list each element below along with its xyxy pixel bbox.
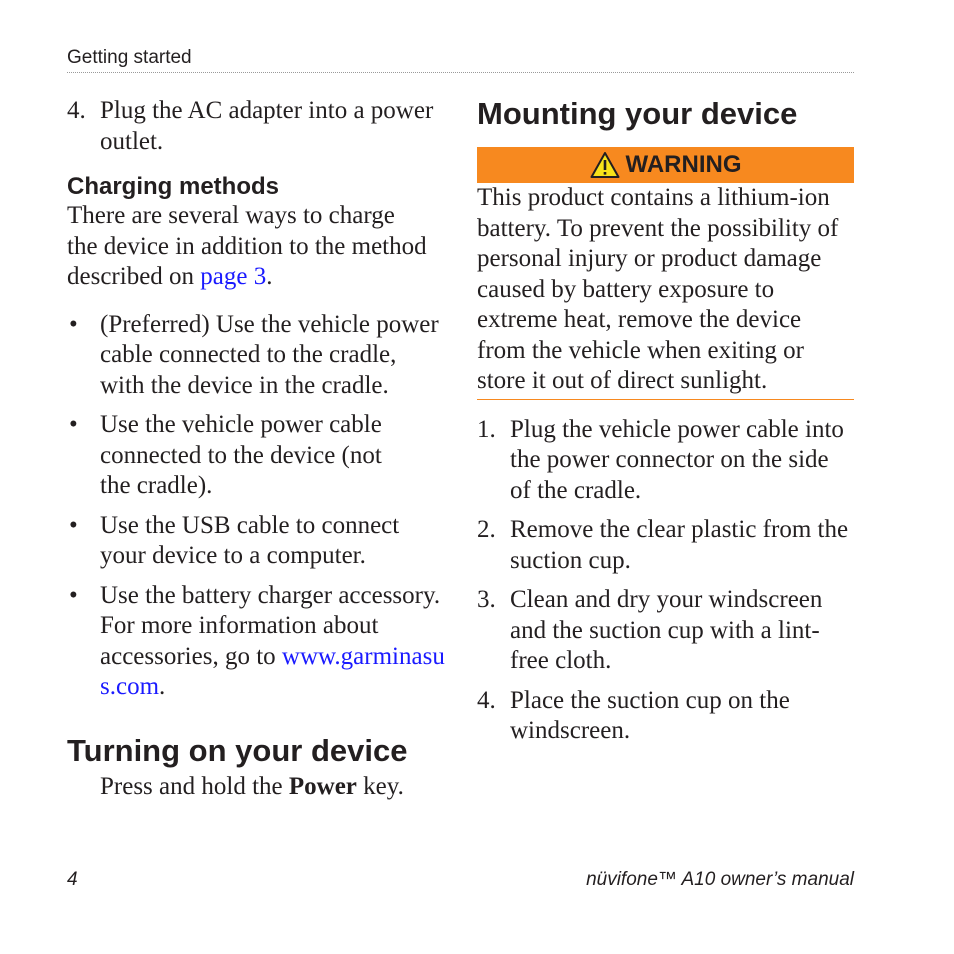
- charging-methods-heading: Charging methods: [67, 173, 280, 200]
- step-text: Place the suction cup on the windscreen.: [510, 686, 790, 744]
- right-column: [477, 96, 854, 747]
- bullet-text: Use the vehicle power cable connected to the device (not the cradle).: [100, 411, 382, 499]
- list-item: [67, 310, 447, 402]
- step-number: 3.: [477, 586, 496, 613]
- step-number: 2.: [477, 516, 496, 543]
- garmin-website-link[interactable]: www.garminasus.com: [100, 642, 445, 700]
- bullet-icon: •: [69, 310, 78, 338]
- charging-intro: [67, 201, 447, 293]
- charging-intro-text: There are several ways to charge the device in addition to the method described on: [67, 202, 427, 290]
- bullet-text: (Preferred) Use the vehicle power cable connected to the cradle, with the device in the cradle.: [100, 310, 439, 399]
- turning-on-heading: Turning on your device: [67, 732, 408, 768]
- header-divider: [67, 72, 854, 73]
- warning-label: WARNING: [625, 150, 742, 178]
- step-text: Remove the clear plastic from the suction cup.: [510, 516, 849, 574]
- bullet-icon: •: [69, 581, 78, 609]
- step-text: Plug the AC adapter into a power outlet.: [100, 97, 434, 155]
- power-key-label: Power: [288, 772, 357, 800]
- warning-triangle-icon: [590, 151, 620, 179]
- list-item-step: [477, 585, 854, 677]
- mounting-heading: Mounting your device: [477, 96, 798, 131]
- turning-on-instruction: [67, 772, 447, 803]
- step-number: 1.: [477, 415, 496, 443]
- list-item-step: [477, 686, 854, 747]
- list-item: [67, 581, 447, 703]
- step-text: Clean and dry your windscreen and the suction cup with a lint-free cloth.: [510, 586, 823, 674]
- bullet-text-before-link: Use the battery charger accessory. For more information about accessories, go to: [100, 581, 441, 670]
- warning-bottom-rule: [477, 399, 854, 400]
- step-number: 4.: [67, 97, 86, 124]
- bullet-text: Use the USB cable to connect your device to a computer.: [100, 511, 400, 569]
- warning-text: This product contains a lithium-ion battery. To prevent the possibility of personal injury or product damage caused by battery exposure to extreme heat, remove the device from the vehicle when exiting or store it out of direct sunlight.: [477, 184, 839, 394]
- list-item-step-4: [67, 96, 447, 157]
- bullet-icon: •: [69, 511, 78, 539]
- warning-banner: [477, 147, 854, 183]
- left-column: [67, 96, 447, 802]
- step-number: 4.: [477, 686, 496, 714]
- bullet-text-period: .: [159, 673, 166, 700]
- instruction-text: Press and hold the: [100, 772, 289, 800]
- running-header: Getting started: [67, 47, 192, 68]
- bullet-text: [100, 581, 447, 703]
- list-item-step: [477, 415, 854, 507]
- page-3-link[interactable]: page 3: [200, 263, 267, 290]
- charging-intro-period: .: [266, 263, 273, 290]
- step-text: Plug the vehicle power cable into the power connector on the side of the cradle.: [510, 415, 844, 504]
- bullet-icon: •: [69, 411, 78, 438]
- manual-title: nüvifone™ A10 owner’s manual: [586, 869, 854, 890]
- list-item: [67, 410, 447, 502]
- instruction-text-end: key.: [356, 772, 404, 800]
- list-item: [67, 511, 447, 572]
- list-item-step: [477, 515, 854, 576]
- page-number: 4: [67, 869, 78, 890]
